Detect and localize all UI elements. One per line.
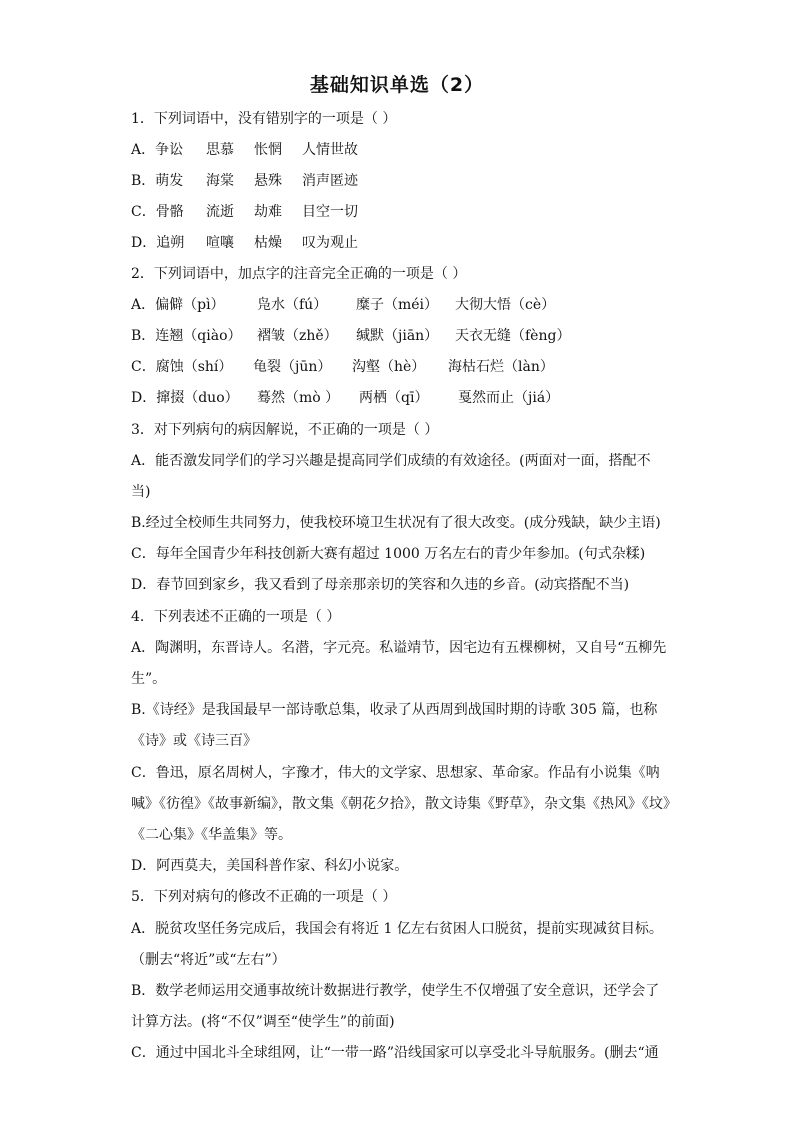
q3-option-d: D．春节回到家乡，我又看到了母亲那亲切的笑容和久违的乡音。(动宾搭配不当) [131,577,630,593]
q1-b-word-3: 悬殊 [254,173,282,189]
q5-option-c-line1: C．通过中国北斗全球组网，让“一带一路”沿线国家可以享受北斗导航服务。(删去“通 [131,1045,659,1061]
q4-stem: 4．下列表述不正确的一项是（ ） [131,609,341,625]
q3-stem: 3．对下列病句的病因解说，不正确的一项是（ ） [131,422,439,438]
q4-option-c-line3: 《二心集》《华盖集》等。 [131,827,292,843]
q2-b-word-4: 天衣无缝（fèng） [455,328,571,344]
q3-option-b: B.经过全校师生共同努力，使我校环境卫生状况有了很大改变。(成分残缺，缺少主语) [131,515,661,531]
q2-c-word-2: 龟裂（jūn） [253,359,332,375]
q2-a-word-4: 大彻大悟（cè） [455,297,556,313]
q4-option-a-line1: A．陶渊明，东晋诗人。名潜，字元亮。私谥靖节，因宅边有五棵柳树，又自号“五柳先 [131,640,667,656]
q2-b-word-1: B．连翘（qiào） [131,328,242,344]
q1-b-word-1: B．萌发 [131,173,184,189]
q2-c-word-3: 沟壑（hè） [352,359,426,375]
q2-b-word-3: 缄默（jiān） [356,328,439,344]
q4-option-b-line1: B.《诗经》是我国最早一部诗歌总集，收录了从西周到战国时期的诗歌 305 篇，也称 [131,702,658,718]
q1-d-word-1: D．追朔 [131,235,185,251]
q4-option-a-line2: 生”。 [131,671,167,687]
q1-option-b [131,172,358,190]
q1-b-word-4: 消声匿迹 [302,173,358,189]
q3-option-a-line2: 当) [131,484,151,500]
q5-option-b-line1: B．数学老师运用交通事故统计数据进行教学，使学生不仅增强了安全意识，还学会了 [131,983,660,999]
q2-d-word-4: 戛然而止（jiá） [458,390,560,406]
q2-a-word-1: A．偏僻（pì） [131,297,225,313]
q5-option-a-line2: （删去“将近”或“左右”） [131,952,286,968]
q1-option-d [131,234,358,252]
q2-option-b [131,327,570,345]
q2-stem: 2．下列词语中，加点字的注音完全正确的一项是（ ） [131,266,467,282]
q2-d-word-3: 两栖（qī） [359,390,429,406]
q1-d-word-3: 枯燥 [254,235,282,251]
q2-option-c [131,358,554,376]
q2-option-d [131,389,559,407]
q2-a-word-2: 凫水（fú） [257,297,328,313]
q1-a-word-3: 怅惘 [254,142,282,158]
q5-option-a-line1: A．脱贫攻坚任务完成后，我国会有将近 1 亿左右贫困人口脱贫，提前实现减贫目标。 [131,921,663,937]
page-title: 基础知识单选（2） [309,74,485,96]
q1-a-word-2: 思慕 [206,142,234,158]
q2-a-word-3: 糜子（méi） [356,297,439,313]
q1-b-word-2: 海棠 [206,173,234,189]
q1-option-a [131,141,358,159]
q4-option-c-line1: C．鲁迅，原名周树人，字豫才，伟大的文学家、思想家、革命家。作品有小说集《呐 [131,765,660,781]
q3-option-a-line1: A．能否激发同学们的学习兴趣是提高同学们成绩的有效途径。(两面对一面，搭配不 [131,453,651,469]
q1-stem: 1．下列词语中，没有错别字的一项是（ ） [131,111,397,127]
q1-c-word-1: C．骨骼 [131,204,184,220]
q2-c-word-1: C．腐蚀（shí） [131,359,233,375]
q1-c-word-3: 劫难 [254,204,282,220]
q2-d-word-1: D．撺掇（duo） [131,390,239,406]
q5-stem: 5．下列对病句的修改不正确的一项是（ ） [131,889,397,905]
q1-d-word-4: 叹为观止 [302,235,358,251]
q1-d-word-2: 喧嚷 [206,235,234,251]
q2-b-word-2: 褶皱（zhě） [257,328,338,344]
q4-option-b-line2: 《诗》或《诗三百》 [131,733,257,749]
q2-c-word-4: 海枯石烂（làn） [448,359,554,375]
q2-option-a [131,296,555,314]
q1-c-word-2: 流逝 [206,204,234,220]
q2-d-word-2: 蓦然（mò ） [257,390,340,406]
q1-a-word-4: 人情世故 [302,142,358,158]
q4-option-c-line2: 喊》《彷徨》《故事新编》，散文集《朝花夕拾》，散文诗集《野草》，杂文集《热风》《坟》 [131,796,677,812]
q5-option-b-line2: 计算方法。(将“不仅”调至“使学生”的前面) [131,1014,395,1030]
q1-option-c [131,203,358,221]
q1-c-word-4: 目空一切 [302,204,358,220]
q3-option-c: C．每年全国青少年科技创新大赛有超过 1000 万名左右的青少年参加。(句式杂糅) [131,546,646,562]
q4-option-d: D．阿西莫夫，美国科普作家、科幻小说家。 [131,858,409,874]
q1-a-word-1: A．争讼 [131,142,184,158]
